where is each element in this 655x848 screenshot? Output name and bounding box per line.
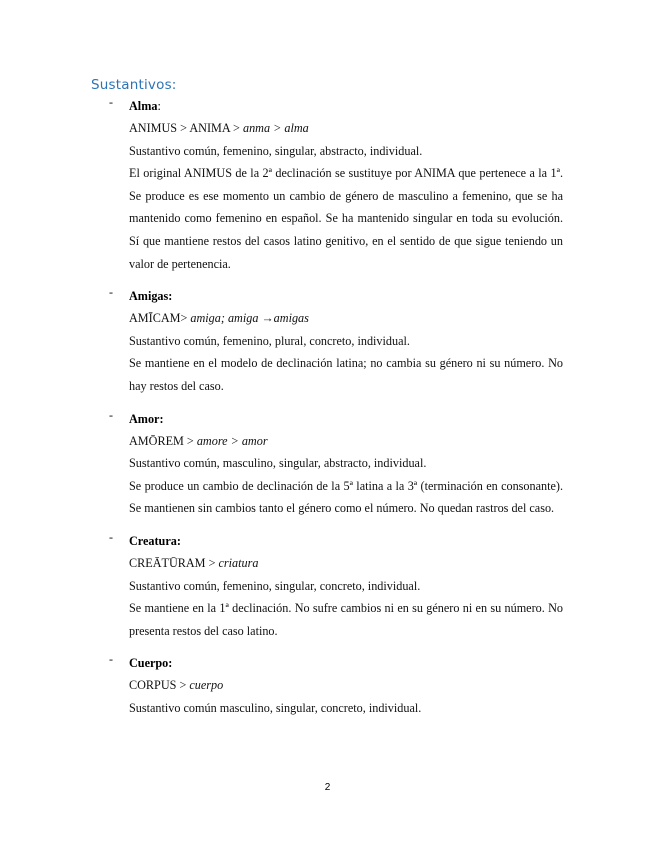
etymology-line (129, 307, 563, 330)
notes-paragraph: Se mantiene en el modelo de declinación latina; no cambia su género ni su número. No hay restos del caso. (129, 356, 563, 393)
classification-line: Sustantivo común, femenino, plural, concreto, individual. (129, 333, 410, 348)
noun-entry-amor (0, 408, 655, 530)
term-title: Amigas: (129, 289, 173, 304)
classification-line: Sustantivo común, femenino, singular, abstracto, individual. (129, 143, 423, 158)
bullet-dash: - (109, 285, 113, 300)
etymology-latin: AMŌREM > (129, 433, 197, 448)
classification-line: Sustantivo común, masculino, singular, abstracto, individual. (129, 456, 427, 471)
bullet-dash: - (109, 95, 113, 109)
etymology-latin: AMĪCAM> (129, 311, 191, 326)
classification-line: Sustantivo común, femenino, singular, concreto, individual. (129, 578, 421, 593)
bullet-dash: - (109, 652, 113, 667)
etymology-steps: anma > alma (242, 121, 309, 135)
etymology-steps: amore > amor (196, 433, 268, 448)
term-title: Creatura: (129, 533, 181, 548)
noun-entry-amigas (0, 285, 655, 407)
etymology-line (129, 674, 563, 697)
term-word: Alma (129, 99, 158, 113)
term-colon: : (157, 99, 161, 113)
notes-paragraph: Se mantiene en la 1ª declinación. No sufre cambios ni en su género ni en su número. No presenta restos del caso latino. (129, 601, 563, 638)
notes-paragraph: El original ANIMUS de la 2ª declinación se sustituye por ANIMA que pertenece a la 1ª. Se produce es ese momento un cambio de género de masculino a femenino, que se ha mantenido como femenino en español. Se ha mantenido singular en toda su evolución. Sí que mantiene restos del casos latino genitivo, en el sentido de que sigue teniendo un valor de pertenencia. (129, 166, 563, 271)
etymology-line (129, 552, 563, 575)
etymology-line (129, 430, 563, 453)
etymology-latin: ANIMUS > ANIMA > (129, 121, 243, 135)
etymology-latin: CORPUS > (129, 678, 190, 693)
bullet-dash: - (109, 529, 113, 544)
etymology-latin: CREĀTŪRAM > (129, 555, 219, 570)
noun-list (0, 95, 655, 719)
etymology-line (129, 117, 563, 140)
noun-entry-alma (0, 95, 655, 285)
notes-paragraph: Se produce un cambio de declinación de la 5ª latina a la 3ª (terminación en consonante). Se mantienen sin cambios tanto el género como el número. No quedan rastros del caso. (129, 478, 563, 516)
term-title (129, 95, 655, 117)
bullet-dash: - (109, 407, 113, 422)
section-heading: Sustantivos: (91, 77, 177, 93)
etymology-steps: criatura (218, 555, 259, 570)
noun-entry-creatura (0, 530, 655, 652)
page-number: 2 (324, 782, 331, 793)
term-title: Cuerpo: (129, 656, 173, 671)
term-title: Amor: (129, 411, 164, 426)
classification-line: Sustantivo común masculino, singular, concreto, individual. (129, 700, 422, 715)
etymology-steps: amiga; amiga →amigas (190, 311, 309, 326)
etymology-steps: cuerpo (189, 678, 224, 693)
noun-entry-cuerpo (0, 652, 655, 719)
